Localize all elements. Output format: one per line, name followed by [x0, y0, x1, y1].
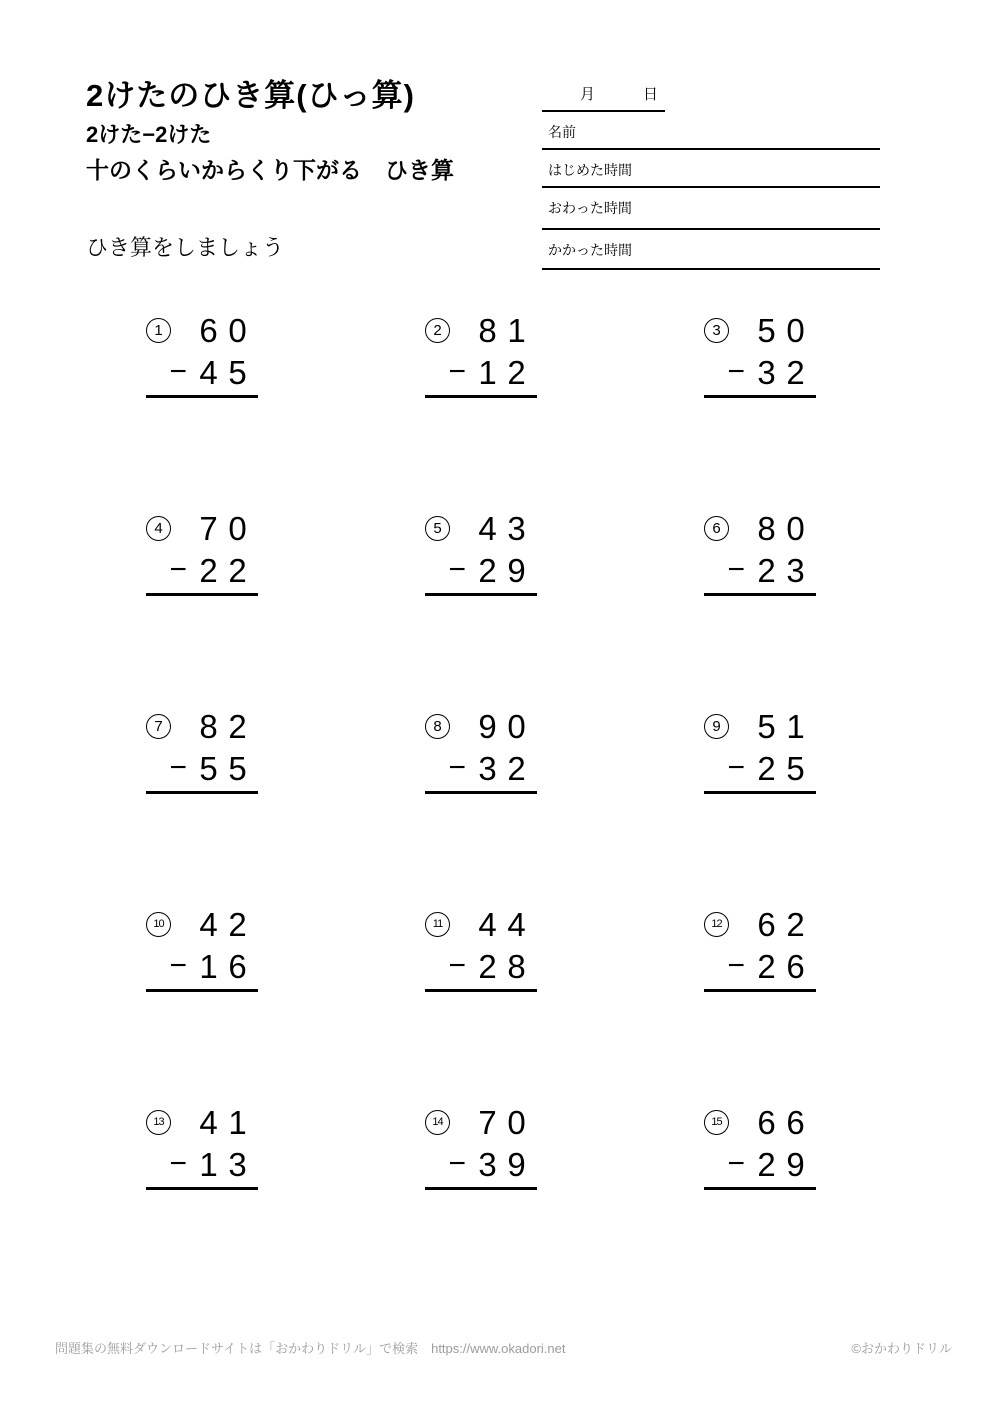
problem-13: [146, 1092, 258, 1290]
minuend-ones-digit: 0: [507, 1103, 526, 1141]
problem-number-badge: 1: [146, 318, 171, 343]
minuend-tens-digit: 4: [199, 1103, 218, 1141]
subtitle-borrowing: 十のくらいからくり下がる ひき算: [86, 157, 454, 183]
subtrahend-ones-digit: 6: [786, 947, 805, 985]
problem-8: [425, 696, 537, 894]
minus-sign: −: [169, 1147, 187, 1180]
subtrahend-tens-digit: 2: [757, 1145, 776, 1183]
elapsed-time-field: [542, 230, 880, 270]
problem-number-badge: 7: [146, 714, 171, 739]
subtrahend-tens-digit: 1: [199, 1145, 218, 1183]
minuend-tens-digit: 5: [757, 311, 776, 349]
problem-number-badge: 11: [425, 912, 450, 937]
minus-sign: −: [169, 355, 187, 388]
minuend-ones-digit: 0: [786, 509, 805, 547]
problem-3: [704, 300, 816, 498]
minuend-ones-digit: 4: [507, 905, 526, 943]
problem-number-badge: 9: [704, 714, 729, 739]
name-label: 名前: [548, 124, 576, 140]
minuend-tens-digit: 8: [478, 311, 497, 349]
subtrahend-tens-digit: 2: [478, 947, 497, 985]
answer-line: [704, 395, 816, 398]
minus-sign: −: [727, 751, 745, 784]
problem-number-badge: 12: [704, 912, 729, 937]
minuend-tens-digit: 8: [757, 509, 776, 547]
subtrahend-ones-digit: 8: [507, 947, 526, 985]
minuend-tens-digit: 6: [757, 1103, 776, 1141]
problem-number-badge: 8: [425, 714, 450, 739]
subtrahend-tens-digit: 2: [478, 551, 497, 589]
answer-line: [704, 989, 816, 992]
minuend-ones-digit: 1: [507, 311, 526, 349]
page-footer: [55, 1338, 952, 1357]
problem-4: [146, 498, 258, 696]
subtrahend-ones-digit: 2: [507, 749, 526, 787]
answer-line: [704, 593, 816, 596]
minuend-ones-digit: 0: [786, 311, 805, 349]
minus-sign: −: [169, 949, 187, 982]
student-info-form: [542, 78, 880, 270]
subtrahend-tens-digit: 2: [757, 749, 776, 787]
problem-number-badge: 2: [425, 318, 450, 343]
minus-sign: −: [448, 553, 466, 586]
answer-line: [146, 593, 258, 596]
instruction-text: ひき算をしましょう: [86, 235, 285, 260]
subtrahend-tens-digit: 1: [478, 353, 497, 391]
minuend-tens-digit: 7: [478, 1103, 497, 1141]
minus-sign: −: [727, 1147, 745, 1180]
minuend-ones-digit: 2: [228, 905, 247, 943]
footer-site-text: 問題集の無料ダウンロードサイトは「おかわりドリル」で検索 https://www.okadori.net: [55, 1341, 566, 1356]
subtrahend-ones-digit: 2: [786, 353, 805, 391]
minus-sign: −: [727, 949, 745, 982]
month-label: 月: [580, 86, 596, 103]
subtrahend-tens-digit: 2: [199, 551, 218, 589]
minus-sign: −: [169, 751, 187, 784]
problem-6: [704, 498, 816, 696]
minuend-tens-digit: 5: [757, 707, 776, 745]
subtrahend-tens-digit: 3: [478, 749, 497, 787]
elapsed-time-label: かかった時間: [548, 242, 632, 258]
subtrahend-tens-digit: 3: [757, 353, 776, 391]
minuend-tens-digit: 6: [199, 311, 218, 349]
minuend-ones-digit: 3: [507, 509, 526, 547]
page-title: 2けたのひき算(ひっ算): [86, 78, 415, 113]
name-field: [542, 112, 880, 150]
problem-number-badge: 13: [146, 1110, 171, 1135]
minus-sign: −: [727, 553, 745, 586]
subtrahend-tens-digit: 2: [757, 551, 776, 589]
answer-line: [425, 395, 537, 398]
minuend-ones-digit: 1: [228, 1103, 247, 1141]
minuend-ones-digit: 0: [228, 311, 247, 349]
footer-copyright: ©おかわりドリル: [851, 1341, 952, 1356]
answer-line: [704, 791, 816, 794]
minuend-tens-digit: 4: [199, 905, 218, 943]
problem-11: [425, 894, 537, 1092]
subtrahend-ones-digit: 5: [786, 749, 805, 787]
subtrahend-tens-digit: 5: [199, 749, 218, 787]
subtrahend-ones-digit: 5: [228, 353, 247, 391]
subtrahend-ones-digit: 9: [507, 551, 526, 589]
minuend-ones-digit: 2: [786, 905, 805, 943]
problem-number-badge: 6: [704, 516, 729, 541]
minus-sign: −: [727, 355, 745, 388]
problem-10: [146, 894, 258, 1092]
answer-line: [146, 989, 258, 992]
start-time-field: [542, 150, 880, 188]
subtrahend-ones-digit: 2: [228, 551, 247, 589]
subtrahend-ones-digit: 5: [228, 749, 247, 787]
minus-sign: −: [448, 1147, 466, 1180]
end-time-field: [542, 188, 880, 230]
subtrahend-tens-digit: 2: [757, 947, 776, 985]
minus-sign: −: [448, 949, 466, 982]
minuend-tens-digit: 6: [757, 905, 776, 943]
minus-sign: −: [169, 553, 187, 586]
minuend-tens-digit: 4: [478, 905, 497, 943]
subtrahend-ones-digit: 3: [228, 1145, 247, 1183]
problem-number-badge: 5: [425, 516, 450, 541]
subtrahend-ones-digit: 3: [786, 551, 805, 589]
problem-1: [146, 300, 258, 498]
answer-line: [425, 593, 537, 596]
minus-sign: −: [448, 751, 466, 784]
problems-grid: [146, 300, 983, 1290]
answer-line: [425, 989, 537, 992]
problem-number-badge: 3: [704, 318, 729, 343]
problem-14: [425, 1092, 537, 1290]
subtrahend-tens-digit: 4: [199, 353, 218, 391]
problem-12: [704, 894, 816, 1092]
minuend-ones-digit: 0: [228, 509, 247, 547]
minuend-tens-digit: 7: [199, 509, 218, 547]
subtrahend-tens-digit: 3: [478, 1145, 497, 1183]
problem-15: [704, 1092, 816, 1290]
subtrahend-tens-digit: 1: [199, 947, 218, 985]
problem-number-badge: 10: [146, 912, 171, 937]
minuend-ones-digit: 1: [786, 707, 805, 745]
end-time-label: おわった時間: [548, 200, 632, 216]
subtrahend-ones-digit: 2: [507, 353, 526, 391]
minuend-ones-digit: 2: [228, 707, 247, 745]
minuend-ones-digit: 6: [786, 1103, 805, 1141]
minuend-ones-digit: 0: [507, 707, 526, 745]
start-time-label: はじめた時間: [548, 162, 632, 178]
problem-number-badge: 4: [146, 516, 171, 541]
minuend-tens-digit: 4: [478, 509, 497, 547]
answer-line: [704, 1187, 816, 1190]
problem-7: [146, 696, 258, 894]
minus-sign: −: [448, 355, 466, 388]
minuend-tens-digit: 9: [478, 707, 497, 745]
problem-number-badge: 14: [425, 1110, 450, 1135]
problem-number-badge: 15: [704, 1110, 729, 1135]
day-label: 日: [643, 86, 659, 103]
answer-line: [146, 1187, 258, 1190]
subtrahend-ones-digit: 9: [786, 1145, 805, 1183]
subtitle-digits: 2けた−2けた: [86, 122, 212, 147]
answer-line: [146, 395, 258, 398]
date-field: [542, 78, 665, 112]
subtrahend-ones-digit: 6: [228, 947, 247, 985]
problem-2: [425, 300, 537, 498]
answer-line: [425, 791, 537, 794]
subtrahend-ones-digit: 9: [507, 1145, 526, 1183]
problem-9: [704, 696, 816, 894]
answer-line: [425, 1187, 537, 1190]
minuend-tens-digit: 8: [199, 707, 218, 745]
problem-5: [425, 498, 537, 696]
answer-line: [146, 791, 258, 794]
